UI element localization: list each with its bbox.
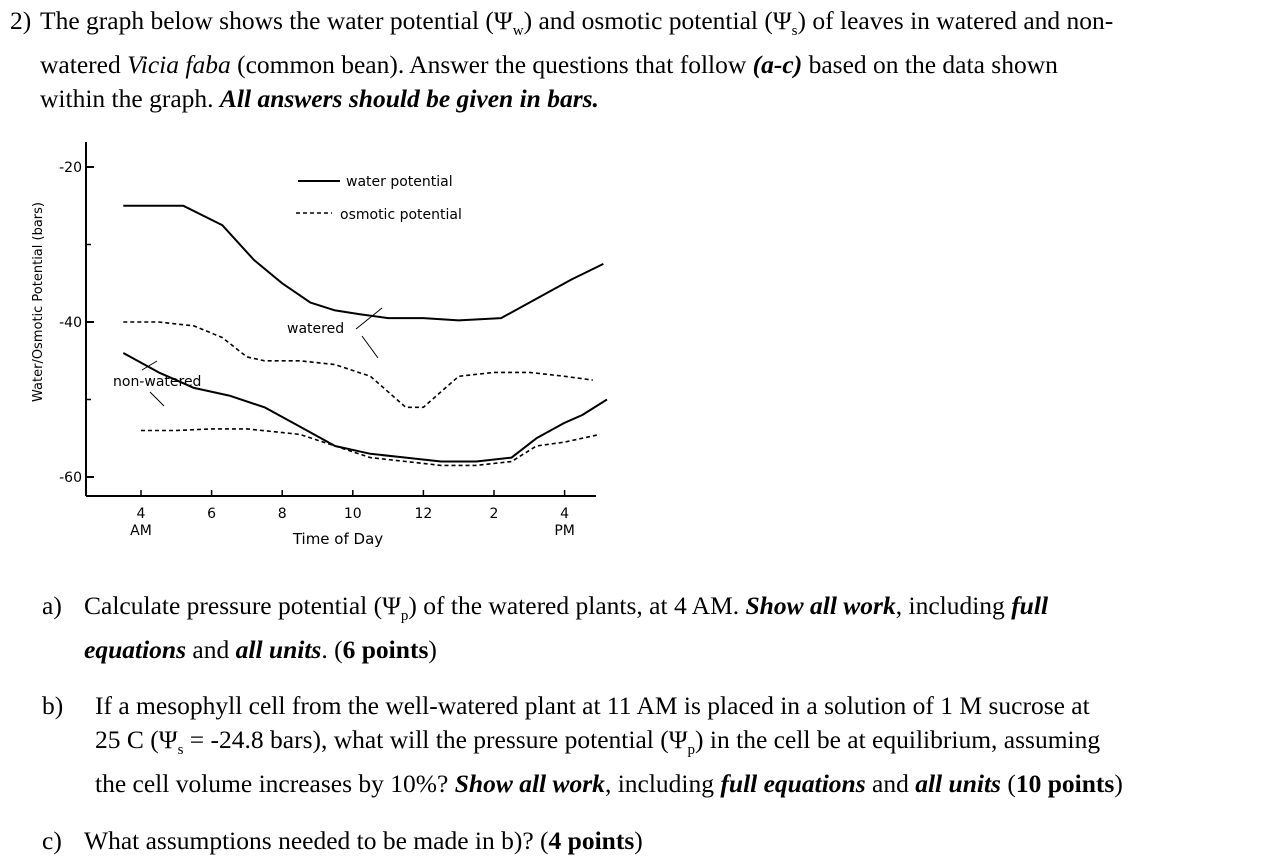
series-line-2 xyxy=(123,322,593,407)
series-line-4 xyxy=(141,429,600,466)
x-tick-sublabel: AM xyxy=(130,523,152,539)
question-number: 2) xyxy=(10,6,32,35)
y-ticks xyxy=(59,160,94,486)
annotation-non-watered xyxy=(113,361,201,406)
x-tick-sublabel: PM xyxy=(554,523,575,539)
y-axis-label: Water/Osmotic Potential (bars) xyxy=(31,202,46,402)
part-b xyxy=(42,689,1267,799)
y-tick-label: -40 xyxy=(59,315,82,331)
x-tick-label: 8 xyxy=(277,506,287,522)
part-c-line-1: What assumptions needed to be made in b)? (4 points) xyxy=(84,826,643,855)
legend xyxy=(296,174,462,223)
annotation-watered-pointer-1 xyxy=(356,308,382,329)
potential-chart xyxy=(0,130,640,560)
part-a-line-2: equations and all units. (6 points) xyxy=(84,635,437,665)
intro-line-3: within the graph. All answers should be given in bars. xyxy=(40,84,599,114)
x-tick-label: 12 xyxy=(414,506,433,522)
part-c-letter: c) xyxy=(42,826,62,855)
series-lines xyxy=(123,206,607,466)
legend-label-water-potential: water potential xyxy=(346,174,453,190)
intro-line-2: watered Vicia faba (common bean). Answer the questions that follow (a-c) based on the data shown xyxy=(40,50,1058,80)
part-a-text xyxy=(84,589,1048,667)
x-tick-label: 10 xyxy=(343,506,362,522)
part-b-line-3: the cell volume increases by 10%? Show all work, including full equations and all units (10 points) xyxy=(95,769,1123,799)
x-axis-label: Time of Day xyxy=(292,530,384,548)
part-a-line-1: Calculate pressure potential $(\Psi_p)$ of the watered plants, at 4 AM. Show all work, including full xyxy=(84,591,1049,625)
part-b-line-1: If a mesophyll cell from the well-watered plant at 11 AM is placed in a solution of 1 M sucrose at xyxy=(95,691,1090,720)
intro-line-1: 2) The graph below shows the water potential $(\Psi_w)$ and osmotic potential $(\Psi_s)$ of leaves in watered and non- xyxy=(10,6,1114,40)
series-line-3 xyxy=(123,353,607,462)
legend-label-osmotic-potential: osmotic potential xyxy=(340,207,462,223)
part-b-letter: b) xyxy=(42,691,64,720)
part-c xyxy=(42,824,1042,860)
part-b-text xyxy=(95,689,1123,801)
annotation-non-watered-pointer-2 xyxy=(150,392,164,406)
x-tick-label: 4 xyxy=(560,506,570,522)
part-a-letter: a) xyxy=(42,591,62,620)
annotation-non-watered-label: non-watered xyxy=(113,374,202,390)
annotation-watered-label: watered xyxy=(287,321,345,337)
part-c-text xyxy=(84,824,643,858)
part-b-line-2: 25 C ($\Psi_s = -24.8$ bars), what will the pressure potential $(\Psi_p)$ in the cell be at equilibrium, assuming xyxy=(95,725,1101,759)
x-tick-label: 2 xyxy=(489,506,499,522)
y-tick-label: -60 xyxy=(59,470,82,486)
x-tick-label: 6 xyxy=(207,506,217,522)
part-a xyxy=(42,589,1262,665)
question-intro xyxy=(10,4,1260,116)
annotation-watered-pointer-2 xyxy=(362,336,378,358)
x-tick-label: 4 xyxy=(136,506,146,522)
y-tick-label: -20 xyxy=(59,160,82,176)
